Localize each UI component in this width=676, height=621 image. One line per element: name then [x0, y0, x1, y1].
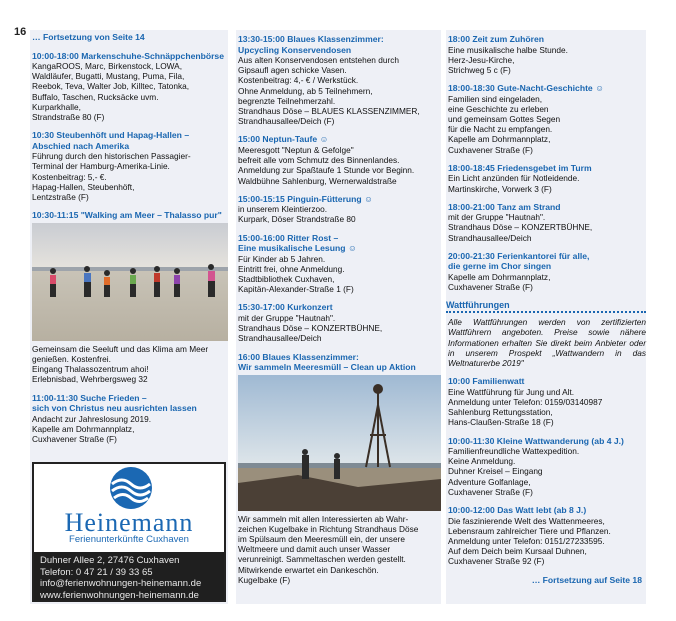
event-text: Strichweg 5 c (F) — [448, 64, 511, 75]
event-title: 20:00-21:30 Ferienkantorei für alle, — [448, 250, 590, 261]
event-text: Cuxhavener Straße (F) — [32, 433, 117, 444]
event-text: Gemeinsam die Seeluft und das Klima am Meer — [32, 343, 209, 354]
event-text: Lentzstraße (F) — [32, 192, 89, 203]
event-steubenhoeft — [30, 130, 228, 202]
wave-logo-icon — [34, 464, 228, 512]
event-text: Strandhausallee/Deich (F) — [238, 116, 335, 127]
continued-on: … Fortsetzung auf Seite 18 — [531, 574, 642, 585]
event-neptun — [236, 134, 441, 185]
event-text: Cuxhavener Straße 92 (F) — [448, 556, 545, 567]
continued-from — [30, 32, 228, 43]
event-text: Weltmeere und damit auch unser Wasser — [238, 544, 391, 555]
event-title: 10:00 Familienwatt — [448, 376, 525, 387]
event-text: Kapelle am Dohrmannplatz, — [448, 271, 551, 282]
event-title: 16:00 Blaues Klassenzimmer: — [238, 351, 359, 362]
event-title: 10:00-18:00 Markenschuhe-Schnäppchenbörse — [32, 50, 224, 61]
event-title: die gerne im Chor singen — [448, 261, 552, 272]
event-text: Adventure Golfanlage, — [448, 476, 531, 487]
event-text: Ein Licht anzünden für Notleidende. — [448, 173, 580, 184]
event-ferienkantorei — [446, 251, 646, 292]
event-text: Keine Anmeldung. — [448, 456, 516, 467]
event-title: 18:00-18:45 Friedensgebet im Turm — [448, 162, 592, 173]
walking-beach-photo — [32, 223, 228, 341]
event-title: Wir sammeln Meeresmüll – Clean up Aktion — [238, 362, 416, 373]
event-kurkonzert — [236, 302, 441, 343]
event-ritter-rost — [236, 233, 441, 295]
event-tanz — [446, 202, 646, 243]
ad-website: www.ferienwohnungen-heinemann.de — [40, 589, 199, 601]
event-clean-up — [236, 352, 441, 585]
event-text: Waldläufer, Bugatti, Mustang, Puma, Fila, — [32, 71, 185, 82]
event-text: Eine musikalische halbe Stunde. — [448, 44, 568, 55]
event-watt-lebt — [446, 505, 646, 567]
event-title: 18:00-18:30 Gute-Nacht-Geschichte ☺ — [448, 83, 604, 94]
event-text: Strandstraße 80 (F) — [32, 112, 105, 123]
event-text: Für Kinder ab 5 Jahren. — [238, 253, 326, 264]
event-text: Kostenbeitrag: 5,- €. — [32, 171, 107, 182]
event-walking — [30, 210, 228, 384]
event-text: mit der Gruppe "Hautnah". — [238, 312, 336, 323]
event-text: Familien sind eingeladen, — [448, 93, 543, 104]
event-text: Mitwirkende erwartet ein Dankeschön. — [238, 564, 379, 575]
event-text: Kugelbake (F) — [238, 574, 291, 585]
event-text: im Spülsaum den Meeresmüll ein, der unsere — [238, 533, 405, 544]
event-title: 10:30-11:15 "Walking am Meer – Thalasso pur" — [32, 210, 222, 221]
event-text: für die Nacht zu empfangen. — [448, 124, 553, 135]
heinemann-advertisement — [32, 462, 226, 602]
event-text: Familienfreundliche Wattexpedition. — [448, 446, 580, 457]
event-kleine-wattwanderung — [446, 436, 646, 498]
column-right — [446, 30, 646, 604]
event-title: 18:00 Zeit zum Zuhören — [448, 34, 544, 44]
event-text: Andacht zur Jahreslosung 2019. — [32, 413, 152, 424]
column-middle — [236, 30, 441, 604]
intro-text: Alle Wattführungen werden von zertifizierten Wattführern angeboten. Preise sowie nähere Informationen erhalten Sie direkt beim Anbieter oder in unserem Prospekt „Wattwandern in das Weltnaturerbe 2019" — [448, 317, 646, 369]
event-text: Waldbühne Sahlenburg, Wernerwaldstraße — [238, 175, 397, 186]
event-pinguin — [236, 194, 441, 225]
event-andacht — [30, 393, 228, 445]
event-text: Kapitän-Alexander-Straße 1 (F) — [238, 284, 354, 295]
event-schuhboerse — [30, 51, 228, 123]
event-text: Lebensraum zahlreicher Tiere und Pflanzen. — [448, 525, 611, 536]
event-text: Führung durch den historischen Passagier- — [32, 151, 191, 162]
event-text: Aus alten Konservendosen entstehen durch — [238, 55, 399, 65]
event-text: begrenzte Teilnehmerzahl. — [238, 95, 336, 106]
ad-phone: Telefon: 0 47 21 / 39 33 65 — [40, 566, 153, 578]
event-title: 15:00-16:00 Ritter Rost – — [238, 232, 339, 243]
event-text: Wir sammeln mit allen Interessierten ab Wahr- — [238, 513, 409, 524]
ad-contact-block — [34, 552, 224, 600]
event-text: eine Geschichte zu erleben — [448, 103, 549, 114]
event-upcycling — [236, 34, 441, 126]
event-text: Die faszinierende Welt des Wattenmeeres, — [448, 515, 605, 526]
event-text: Anmeldung unter Telefon: 0159/03140987 — [448, 396, 603, 407]
kugelbake-beach-photo — [238, 375, 441, 511]
event-text: Reebok, Teva, Walter Job, Killtec, Tatonka, — [32, 81, 190, 92]
ad-email: info@ferienwohnungen-heinemann.de — [40, 578, 202, 589]
event-title: Upcycling Konservendosen — [238, 44, 352, 55]
event-text: Duhner Kreisel – Eingang — [448, 466, 543, 477]
event-text: Strandhausallee/Deich — [238, 333, 322, 344]
event-text: verunreinigt. Sammeltaschen werden gestellt. — [238, 554, 406, 565]
event-text: in unserem Kleintierzoo. — [238, 204, 328, 215]
event-text: Strandhaus Döse – KONZERTBÜHNE, — [448, 222, 593, 233]
event-title: Abschied nach Amerika — [32, 140, 130, 151]
event-title: 15:00 Neptun-Taufe ☺ — [238, 134, 329, 145]
event-text: Strandhaus Döse – BLAUES KLASSENZIMMER, — [238, 106, 420, 117]
continued-from-text: … Fortsetzung von Seite 14 — [32, 32, 145, 42]
event-text: Martinskirche, Vorwerk 3 (F) — [448, 183, 552, 194]
ad-address: Duhner Allee 2, 27476 Cuxhaven — [40, 555, 180, 566]
event-text: Herz-Jesu-Kirche, — [448, 54, 515, 65]
event-title: 10:30 Steubenhöft und Hapag-Hallen – — [32, 130, 190, 141]
event-text: mit der Gruppe "Hautnah". — [448, 212, 546, 223]
event-text: Meeresgott "Neptun & Gefolge" — [238, 144, 354, 155]
event-text: und gemeinsam Gottes Segen — [448, 114, 561, 125]
event-text: Cuxhavener Straße (F) — [448, 144, 533, 155]
event-title: 13:30-15:00 Blaues Klassenzimmer: — [238, 34, 384, 44]
event-title: sich von Christus neu ausrichten lassen — [32, 403, 197, 414]
event-text: Hans-Claußen-Straße 18 (F) — [448, 417, 554, 428]
event-zuhoeren — [446, 34, 646, 75]
event-text: Anmeldung unter Telefon: 0151/27233595. — [448, 536, 605, 546]
event-text: Eingang Thalassozentrum ahoi! — [32, 364, 149, 375]
event-text: genießen. Kostenfrei. — [32, 353, 111, 364]
event-text: Ohne Anmeldung, ab 5 Teilnehmern, — [238, 85, 373, 96]
event-title: 15:00-15:15 Pinguin-Fütterung ☺ — [238, 193, 373, 204]
event-text: KangaROOS, Marc, Birkenstock, LOWA, — [32, 61, 183, 71]
event-title: 10:00-12:00 Das Watt lebt (ab 8 J.) — [448, 505, 587, 516]
event-text: Kurpark, Döser Strandstraße 80 — [238, 214, 356, 225]
event-text: Auf dem Deich beim Kursaal Duhnen, — [448, 546, 587, 557]
event-text: Gipsaufl agen schicke Vasen. — [238, 65, 347, 76]
event-text: zeichen Kugelbake in Richtung Strandhaus Döse — [238, 523, 419, 534]
event-gute-nacht — [446, 83, 646, 155]
event-text: Strandhausallee/Deich — [448, 232, 532, 243]
event-text: Kurparkhalle, — [32, 101, 81, 112]
page-number: 16 — [14, 26, 27, 38]
ad-logo-area — [34, 464, 224, 545]
wattfuehrungen-intro — [446, 317, 646, 368]
event-text: Anmeldung zur Spaßtaufe 1 Stunde vor Beginn. — [238, 165, 415, 176]
event-title: Eine musikalische Lesung ☺ — [238, 243, 357, 254]
ad-brand-name: Heinemann — [64, 508, 194, 537]
event-text: Terminal der Hamburg-Amerika-Linie. — [32, 161, 170, 172]
event-title: 18:00-21:00 Tanz am Strand — [448, 201, 561, 212]
event-text: Kapelle am Dohrmannplatz, — [448, 134, 551, 145]
event-text: Buffalo, Taschen, Rucksäcke uvm. — [32, 91, 159, 102]
ad-brand-subtitle: Ferienunterkünfte Cuxhaven — [69, 534, 189, 545]
event-text: Stadtbibliothek Cuxhaven, — [238, 274, 335, 285]
event-text: Hapag-Hallen, Steubenhöft, — [32, 181, 135, 192]
event-text: Strandhaus Döse – KONZERTBÜHNE, — [238, 323, 383, 334]
event-text: Cuxhavener Straße (F) — [448, 282, 533, 293]
event-text: Sahlenburg Rettungsstation, — [448, 407, 553, 418]
event-text: befreit alle vom Schmutz des Binnenlandes. — [238, 155, 400, 166]
event-text: Eine Wattführung für Jung und Alt. — [448, 386, 575, 397]
event-text: Cuxhavener Straße (F) — [448, 486, 533, 497]
event-text: Kapelle am Dohrmannplatz, — [32, 423, 135, 434]
event-title: 10:00-11:30 Kleine Wattwanderung (ab 4 J.) — [448, 435, 624, 446]
event-title: 15:30-17:00 Kurkonzert — [238, 302, 333, 313]
event-title: 11:00-11:30 Suche Frieden – — [32, 392, 147, 403]
event-text: Erlebnisbad, Wehrbergsweg 32 — [32, 374, 148, 385]
event-familienwatt — [446, 376, 646, 427]
event-text: Eintritt frei, ohne Anmeldung. — [238, 263, 345, 274]
event-friedensgebet — [446, 163, 646, 194]
section-heading-wattfuehrungen: Wattführungen — [446, 300, 646, 313]
event-text: Kostenbeitrag: 4,- € / Werkstück. — [238, 75, 359, 86]
